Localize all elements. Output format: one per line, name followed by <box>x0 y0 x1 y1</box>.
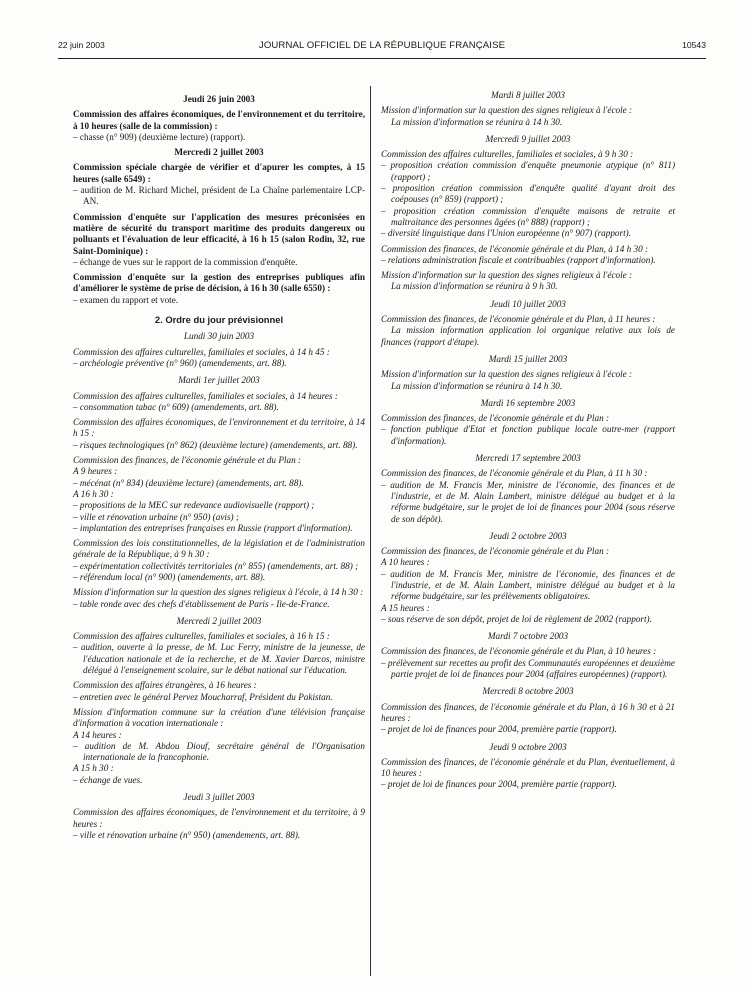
meeting-entry: Commission des finances, de l'économie générale et du Plan : <box>381 413 610 424</box>
agenda-item: – proposition création commission d'enquête maisons de retraite et maltraitance des personnes âgées (n° 888) (rapport) ; <box>381 205 675 227</box>
meeting-entry: Mission d'information sur la question des signes religieux à l'école : <box>381 369 633 380</box>
date-heading: Mercredi 17 septembre 2003 <box>475 453 581 464</box>
meeting-note: La mission information application loi organique relative aux lois de finances (rapport d'étape). <box>381 325 675 347</box>
agenda-item: – échange de vues sur le rapport de la commission d'enquête. <box>73 256 298 267</box>
time-label: A 14 heures : <box>73 729 122 740</box>
date-heading: Mardi 15 juillet 2003 <box>488 353 568 364</box>
meeting-entry: Commission spéciale chargée de vérifier et d'apurer les comptes, à 15 heures (salle 6549) : <box>73 162 365 184</box>
meeting-entry: Commission des finances, de l'économie générale et du Plan, à 11 h 30 : <box>381 468 648 479</box>
left-column <box>73 90 365 841</box>
agenda-item: – entretien avec le général Pervez Moucharraf, Président du Pakistan. <box>73 691 333 702</box>
meeting-note: La mission d'information se réunira à 14 h 30. <box>391 116 563 127</box>
date-heading: Mercredi 9 juillet 2003 <box>485 133 571 144</box>
agenda-item: – relations administration fiscale et contribuables (rapport d'information). <box>381 254 656 265</box>
date-heading: Jeudi 9 octobre 2003 <box>489 741 567 752</box>
meeting-entry: Commission des finances, de l'économie générale et du Plan, à 10 heures : <box>381 646 657 657</box>
agenda-item: – échange de vues. <box>73 774 143 785</box>
date-heading: Mercredi 2 juillet 2003 <box>176 615 262 626</box>
meeting-entry: Commission des affaires culturelles, familiales et sociales, à 14 heures : <box>73 390 338 401</box>
meeting-entry: Commission des finances, de l'économie générale et du Plan : <box>381 546 610 557</box>
meeting-entry: Commission des affaires étrangères, à 16 heures : <box>73 680 257 691</box>
meeting-entry: Commission des finances, de l'économie générale et du Plan, éventuellement, à 10 heures : <box>381 756 675 779</box>
meeting-entry: Mission d'information sur la question des signes religieux à l'école : <box>381 105 633 116</box>
date-heading: Jeudi 3 juillet 2003 <box>183 792 255 803</box>
agenda-item: – sous réserve de son dépôt, projet de loi de règlement de 2002 (rapport). <box>381 613 652 624</box>
date-heading: Mercredi 2 juillet 2003 <box>174 147 264 158</box>
time-label: A 10 heures : <box>381 557 430 568</box>
agenda-item: – audition de M. Richard Michel, président de La Chaîne parlementaire LCP-AN. <box>73 185 365 207</box>
meeting-entry: Commission des affaires culturelles, familiales et sociales, à 16 h 15 : <box>73 631 330 642</box>
agenda-item: – mécénat (n° 834) (deuxième lecture) (amendements, art. 88). <box>73 477 304 488</box>
agenda-item: – audition de M. Abdou Diouf, secrétaire général de l'Organisation internationale de la francophonie. <box>73 740 365 763</box>
agenda-item: – audition, ouverte à la presse, de M. Luc Ferry, ministre de la jeunesse, de l'éducation nationale et de la recherche, et de M. Xavier Darcos, ministre délégué à l'enseignement scolaire, sur le débat national sur l'éducation. <box>73 642 365 676</box>
agenda-item: – audition de M. Francis Mer, ministre de l'économie, des finances et de l'industrie, et de M. Alain Lambert, ministre délégué au budget et à la réforme budgétaire, sur les prélèvements obligatoires. <box>381 568 675 602</box>
meeting-entry: Commission des finances, de l'économie générale et du Plan, à 16 h 30 et à 21 heures : <box>381 701 675 723</box>
section-heading: 2. Ordre du jour prévisionnel <box>154 314 284 326</box>
date-heading: Jeudi 26 juin 2003 <box>183 94 255 104</box>
agenda-item: – archéologie préventive (n° 960) (amendements, art. 88). <box>73 357 287 368</box>
agenda-item: – fonction publique d'Etat et fonction publique locale outre-mer (rapport d'information). <box>381 424 675 446</box>
meeting-entry: Commission des finances, de l'économie générale et du Plan, à 14 h 30 : <box>381 243 649 254</box>
date-heading: Mercredi 8 octobre 2003 <box>482 686 574 697</box>
agenda-item: – audition de M. Francis Mer, ministre de l'économie, des finances et de l'industrie, et de M. Alain Lambert, ministre délégué au budget et à la réforme budgétaire, sur le projet de loi de finances pour 2004 (sous réserve de son dépôt). <box>381 479 675 524</box>
header-date: 22 juin 2003 <box>58 40 105 50</box>
agenda-item: – diversité linguistique dans l'Union européenne (n° 907) (rapport). <box>381 228 632 239</box>
meeting-entry: Commission des lois constitutionnelles, de la législation et de l'administration générale de la République, à 9 h 30 : <box>73 538 365 560</box>
meeting-entry: Mission d'information sur la question des signes religieux à l'école : <box>381 270 633 281</box>
meeting-entry: Mission d'information sur la question des signes religieux à l'école, à 14 h 30 : <box>73 587 364 598</box>
date-heading: Mardi 16 septembre 2003 <box>480 397 576 408</box>
meeting-entry: Commission des finances, de l'économie générale et du Plan, à 11 heures : <box>381 314 656 325</box>
time-label: A 9 heures : <box>73 466 118 477</box>
agenda-item: – projet de loi de finances pour 2004, première partie (rapport). <box>381 779 617 790</box>
agenda-item: – propositions de la MEC sur redevance audiovisuelle (rapport) ; <box>73 500 315 511</box>
meeting-note: La mission d'information se réunira à 9 h 30. <box>391 281 558 292</box>
time-label: A 16 h 30 : <box>73 488 114 499</box>
agenda-item: – proposition création commission d'enquête qualité d'ayant droit des coépouses (n° 859) (rapport) ; <box>381 183 675 205</box>
date-heading: Lundi 30 juin 2003 <box>183 331 255 342</box>
agenda-item: – expérimentation collectivités territoriales (n° 855) (amendements, art. 88) ; <box>73 560 359 571</box>
agenda-item: – table ronde avec des chefs d'établissement de Paris - Ile-de-France. <box>73 598 330 609</box>
column-separator <box>370 86 371 976</box>
meeting-entry: Commission d'enquête sur la gestion des entreprises publiques afin d'améliorer le système de prise de décision, à 16 h 30 (salle 6550) : <box>73 272 365 294</box>
agenda-item: – projet de loi de finances pour 2004, première partie (rapport). <box>381 724 617 735</box>
agenda-item: – examen du rapport et vote. <box>73 294 179 305</box>
meeting-entry: Commission d'enquête sur l'application des mesures préconisées en matière de sécurité du transport maritime des produits dangereux ou polluants et l'évaluation de leur efficacité, à 16 h 15 (salon Rodin, 32, rue Saint-Dominique) : <box>73 211 365 256</box>
date-heading: Jeudi 10 juillet 2003 <box>490 298 566 309</box>
meeting-entry: Commission des affaires économiques, de l'environnement et du territoire, à 10 heures (salle de la commission) : <box>73 109 365 131</box>
meeting-note: La mission d'information se réunira à 14 h 30. <box>391 380 563 391</box>
page-header <box>58 40 706 56</box>
time-label: A 15 heures : <box>381 602 430 613</box>
agenda-item: – implantation des entreprises françaises en Russie (rapport d'information). <box>73 522 353 533</box>
meeting-entry: Commission des affaires culturelles, familiales et sociales, à 9 h 30 : <box>381 149 634 160</box>
agenda-item: – ville et rénovation urbaine (n° 950) (amendements, art. 88). <box>73 829 301 840</box>
meeting-entry: Commission des finances, de l'économie générale et du Plan : <box>73 455 302 466</box>
page-number: 10543 <box>682 40 706 50</box>
agenda-item: – risques technologiques (n° 862) (deuxième lecture) (amendements, art. 88). <box>73 439 358 450</box>
agenda-item: – chasse (n° 909) (deuxième lecture) (rapport). <box>73 131 246 142</box>
meeting-entry: Commission des affaires économiques, de l'environnement et du territoire, à 14 h 15 : <box>73 417 365 439</box>
right-column <box>381 90 675 791</box>
date-heading: Jeudi 2 octobre 2003 <box>489 530 567 541</box>
meeting-entry: Commission des affaires culturelles, familiales et sociales, à 14 h 45 : <box>73 346 330 357</box>
meeting-entry: Commission des affaires économiques, de l'environnement et du territoire, à 9 heures : <box>73 807 365 829</box>
date-heading: Mardi 1er juillet 2003 <box>178 375 260 386</box>
date-heading: Mardi 8 juillet 2003 <box>491 90 565 100</box>
agenda-item: – proposition création commission d'enquête pneumonie atypique (n° 811) (rapport) ; <box>381 160 675 182</box>
time-label: A 15 h 30 : <box>73 763 114 774</box>
header-rule <box>58 58 706 59</box>
agenda-item: – référendum local (n° 900) (amendements, art. 88). <box>73 571 266 582</box>
agenda-item: – ville et rénovation urbaine (n° 950) (avis) ; <box>73 511 239 522</box>
date-heading: Mardi 7 octobre 2003 <box>487 631 569 642</box>
meeting-entry: Mission d'information commune sur la création d'une télévision française d'information à vocation internationale : <box>73 706 365 729</box>
agenda-item: – prélèvement sur recettes au profit des Communautés européennes et deuxième partie projet de loi de finances pour 2004 (affaires européennes) (rapport). <box>381 657 675 680</box>
journal-title: JOURNAL OFFICIEL DE LA RÉPUBLIQUE FRANÇAISE <box>258 40 506 51</box>
agenda-item: – consommation tabac (n° 609) (amendements, art. 88). <box>73 401 279 412</box>
